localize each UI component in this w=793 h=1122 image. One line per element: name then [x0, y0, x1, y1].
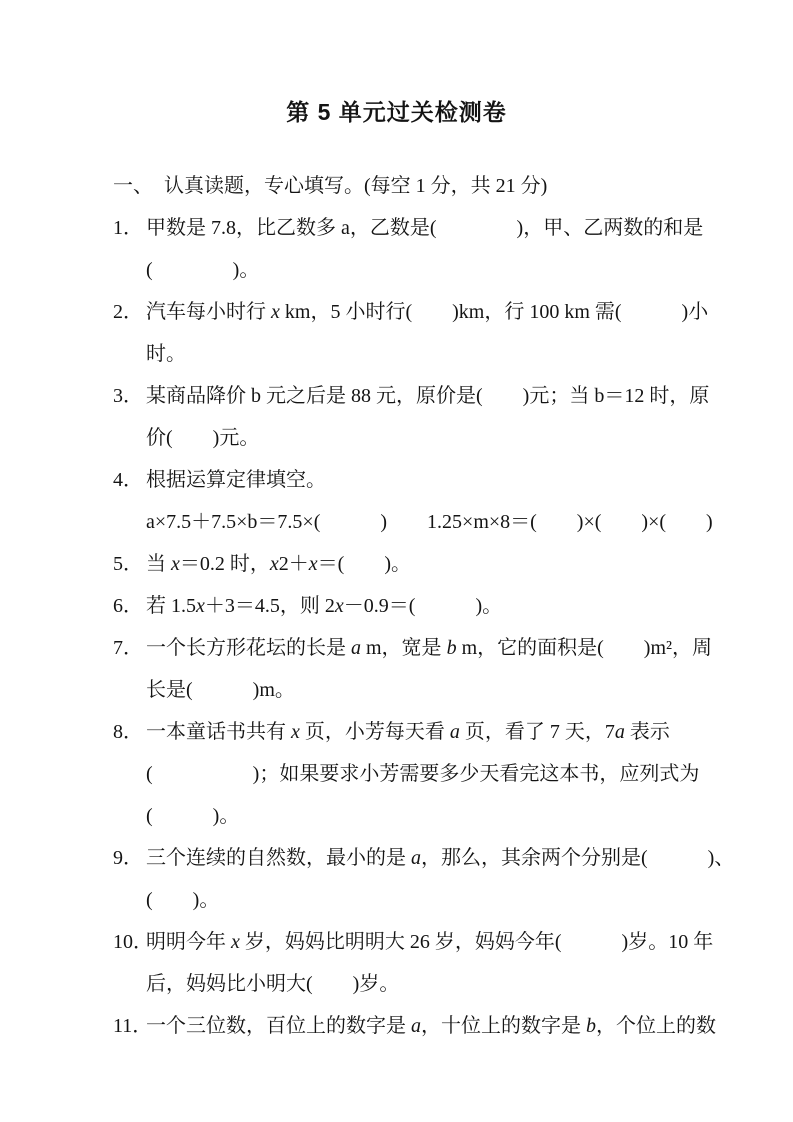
text-segment: ，个位上的数 — [596, 1015, 716, 1037]
question-item — [113, 1005, 716, 1047]
question-line — [146, 333, 713, 375]
question-line — [146, 1005, 716, 1047]
question-item — [113, 921, 713, 1005]
variable: x — [269, 553, 279, 575]
question-number: 10． — [113, 931, 153, 953]
question-number: 3． — [113, 385, 143, 407]
page-content — [113, 165, 735, 1047]
question-line — [146, 669, 713, 711]
text-segment: 长是( )m。 — [146, 679, 295, 701]
variable: a — [411, 1015, 421, 1037]
section-number: 一、 — [113, 175, 153, 197]
question-number: 11． — [113, 1015, 153, 1037]
text-segment: 甲数是 7.8，比乙数多 a，乙数是( )，甲、乙两数的和是 — [146, 217, 704, 239]
variable: x — [291, 721, 300, 743]
text-segment: a×7.5＋7.5×b＝7.5×( ) 1.25×m×8＝( )×( )×( ) — [146, 511, 713, 533]
question-item — [113, 585, 713, 627]
question-line — [146, 417, 713, 459]
question-line — [146, 627, 713, 669]
question-line — [146, 753, 713, 795]
question-line — [146, 249, 713, 291]
text-segment: 一个长方形花坛的长是 — [146, 637, 351, 659]
question-line — [146, 501, 713, 543]
text-segment: 页，看了 7 天，7 — [459, 721, 615, 743]
question-item — [113, 543, 713, 585]
variable: x — [308, 553, 318, 575]
text-segment: 一个三位数，百位上的数字是 — [146, 1015, 411, 1037]
section-title: 认真读题，专心填写。(每空 1 分，共 21 分) — [164, 175, 548, 197]
question-item — [113, 375, 713, 459]
variable: b — [586, 1015, 596, 1037]
text-segment: ＝( )。 — [317, 553, 411, 575]
variable: x — [334, 595, 344, 617]
question-line — [146, 837, 735, 879]
question-line — [146, 963, 713, 1005]
text-segment: 后，妈妈比小明大( )岁。 — [146, 973, 400, 995]
question-number: 8． — [113, 721, 143, 743]
variable: a — [449, 721, 460, 743]
text-segment: 三个连续的自然数，最小的是 — [146, 847, 411, 869]
text-segment: 一本童话书共有 — [146, 721, 291, 743]
text-segment: ＝0.2 时， — [179, 553, 270, 575]
text-segment: ，那么，其余两个分别是( )、 — [421, 847, 735, 869]
text-segment: 若 1.5 — [146, 595, 196, 617]
question-item — [113, 711, 713, 837]
question-item — [113, 459, 713, 543]
page-title: 第 5 单元过关检测卷 — [286, 99, 507, 125]
text-segment: 根据运算定律填空。 — [146, 469, 326, 491]
question-line — [146, 375, 713, 417]
text-segment: 某商品降价 b 元之后是 88 元，原价是( )元；当 b＝12 时，原 — [146, 385, 710, 407]
variable: a — [351, 637, 361, 659]
question-line — [146, 207, 713, 249]
question-line — [146, 879, 713, 921]
question-number: 6． — [113, 595, 143, 617]
variable: a — [411, 847, 421, 869]
question-list — [113, 207, 735, 1047]
variable: x — [196, 595, 205, 617]
text-segment: km，5 小时行( )km，行 100 km 需( )小 — [279, 301, 709, 323]
question-line — [146, 291, 713, 333]
question-item — [113, 291, 713, 375]
text-segment: 汽车每小时行 — [146, 301, 271, 323]
text-segment: ( )；如果要求小芳需要多少天看完这本书，应列式为 — [146, 763, 700, 785]
text-segment: ( )。 — [146, 889, 220, 911]
question-line — [146, 711, 713, 753]
text-segment: ( )。 — [146, 259, 260, 281]
question-number: 9． — [113, 847, 143, 869]
text-segment: m，它的面积是( )m²，周 — [456, 637, 712, 659]
text-segment: 表示 — [624, 721, 670, 743]
text-segment: 时。 — [146, 343, 186, 365]
text-segment: 岁，妈妈比明明大 26 岁，妈妈今年( )岁。10 年 — [239, 931, 714, 953]
text-segment: －0.9＝( )。 — [343, 595, 503, 617]
section-heading — [113, 165, 713, 207]
text-segment: 页，小芳每天看 — [299, 721, 450, 743]
text-segment: m，宽是 — [361, 637, 447, 659]
question-number: 2． — [113, 301, 143, 323]
question-number: 1． — [113, 217, 143, 239]
question-line — [146, 795, 713, 837]
text-segment: ，十位上的数字是 — [421, 1015, 586, 1037]
variable: x — [231, 931, 240, 953]
text-segment: ＋3＝4.5，则 2 — [204, 595, 335, 617]
question-item — [113, 837, 735, 921]
text-segment: 2＋ — [278, 553, 309, 575]
variable: b — [446, 637, 457, 659]
question-line — [146, 543, 713, 585]
text-segment: 价( )元。 — [146, 427, 260, 449]
variable: x — [271, 301, 280, 323]
variable: x — [171, 553, 180, 575]
variable: a — [614, 721, 625, 743]
question-number: 5． — [113, 553, 143, 575]
text-segment: 明明今年 — [146, 931, 231, 953]
question-number: 7． — [113, 637, 143, 659]
question-line — [146, 921, 713, 963]
question-line — [146, 585, 713, 627]
question-item — [113, 207, 713, 291]
text-segment: 当 — [146, 553, 171, 575]
text-segment: ( )。 — [146, 805, 240, 827]
question-item — [113, 627, 713, 711]
question-line — [146, 459, 713, 501]
question-number: 4． — [113, 469, 143, 491]
